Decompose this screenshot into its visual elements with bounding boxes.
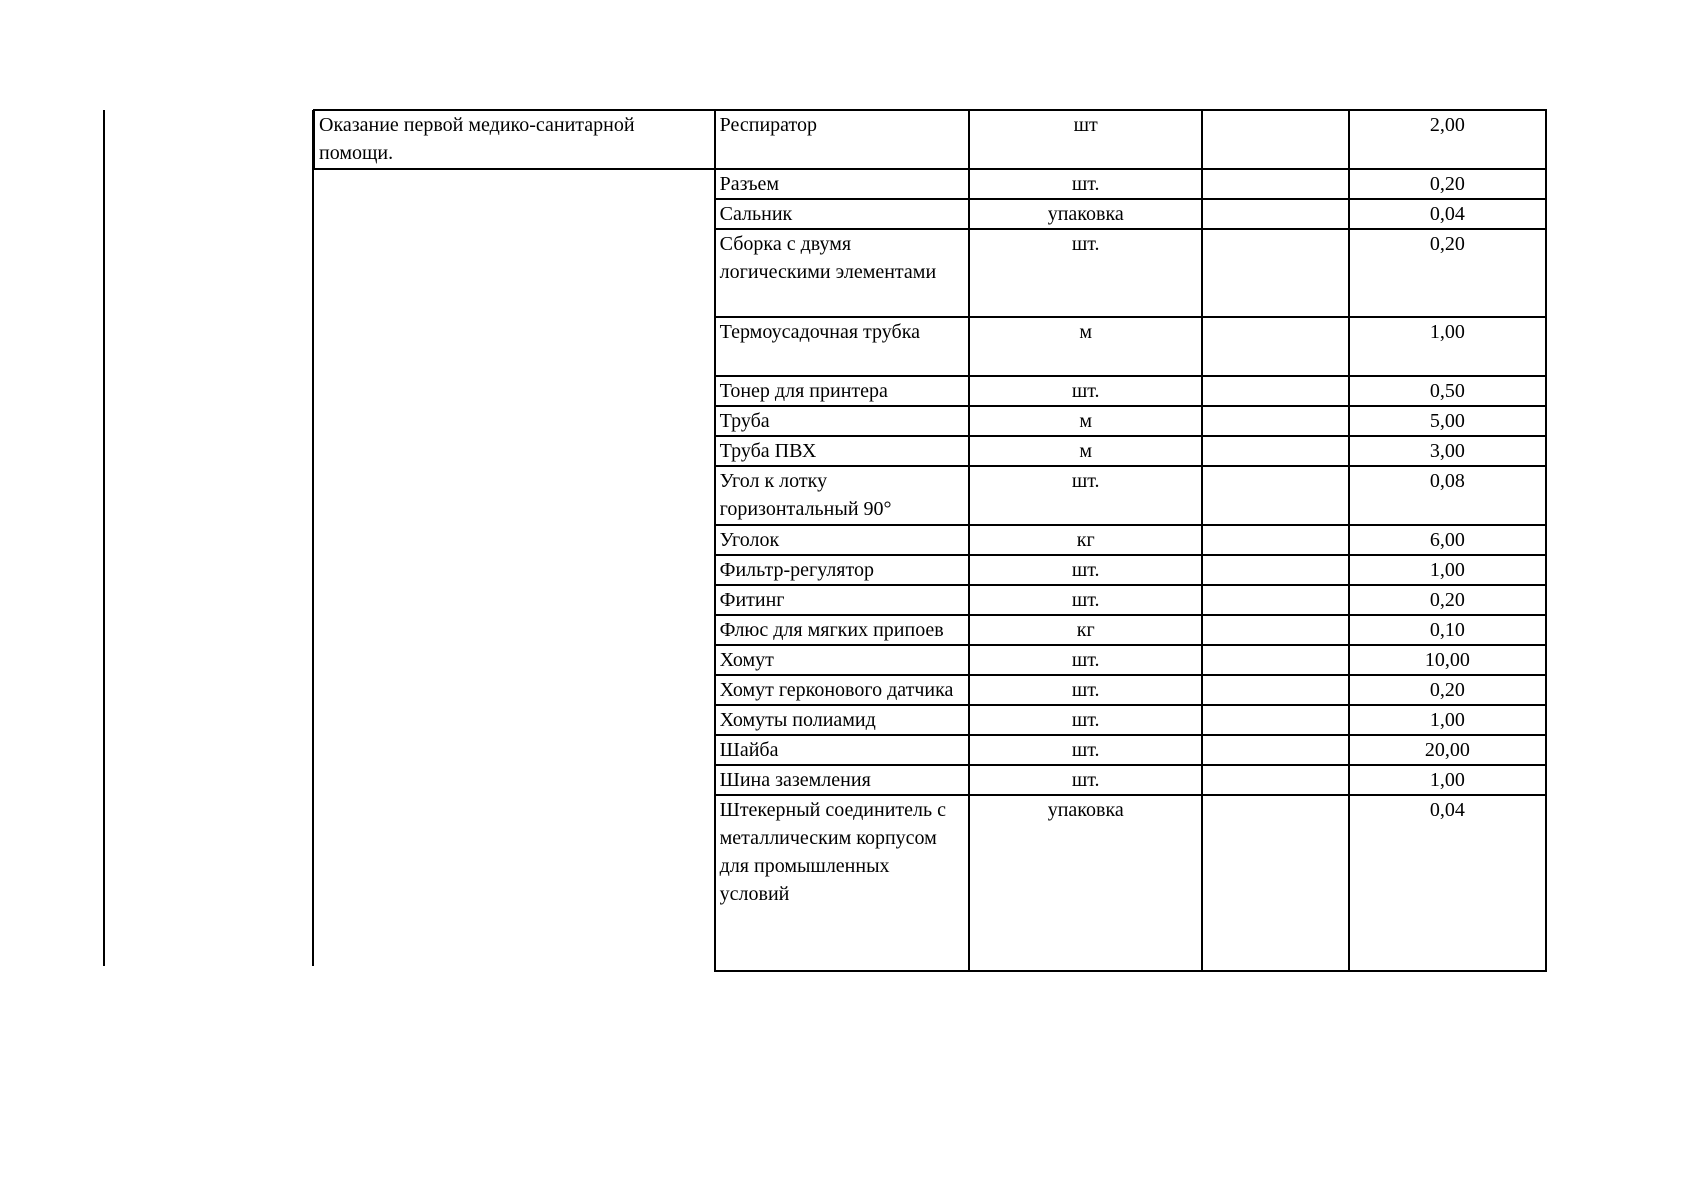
item-name-cell: Труба ПВХ (715, 436, 969, 466)
item-qty-cell: 0,20 (1349, 585, 1546, 615)
item-qty-cell: 1,00 (1349, 317, 1546, 376)
item-qty-cell: 3,00 (1349, 436, 1546, 466)
section-empty-cell (314, 169, 715, 971)
item-name-cell: Сборка с двумя логическими элементами (715, 229, 969, 317)
item-name-cell: Шайба (715, 735, 969, 765)
item-unit-cell: кг (969, 525, 1202, 555)
item-blank-cell (1202, 705, 1348, 735)
item-name-cell: Разъем (715, 169, 969, 199)
item-blank-cell (1202, 466, 1348, 525)
item-name-cell: Хомут (715, 645, 969, 675)
item-qty-cell: 20,00 (1349, 735, 1546, 765)
item-unit-cell: шт. (969, 229, 1202, 317)
item-qty-cell: 0,04 (1349, 795, 1546, 971)
item-qty-cell: 0,20 (1349, 169, 1546, 199)
item-qty-cell: 5,00 (1349, 406, 1546, 436)
item-blank-cell (1202, 555, 1348, 585)
item-blank-cell (1202, 199, 1348, 229)
item-unit-cell: шт. (969, 765, 1202, 795)
materials-table-body (314, 110, 1546, 971)
table-row (314, 169, 1546, 199)
item-qty-cell: 1,00 (1349, 705, 1546, 735)
item-qty-cell: 1,00 (1349, 555, 1546, 585)
item-unit-cell: упаковка (969, 199, 1202, 229)
item-unit-cell: шт. (969, 645, 1202, 675)
item-blank-cell (1202, 406, 1348, 436)
table-row (314, 110, 1546, 169)
item-unit-cell: шт (969, 110, 1202, 169)
left-border-line (103, 110, 105, 966)
item-blank-cell (1202, 615, 1348, 645)
item-blank-cell (1202, 675, 1348, 705)
item-blank-cell (1202, 436, 1348, 466)
item-unit-cell: шт. (969, 466, 1202, 525)
item-qty-cell: 2,00 (1349, 110, 1546, 169)
item-unit-cell: шт. (969, 376, 1202, 406)
item-name-cell: Фитинг (715, 585, 969, 615)
item-unit-cell: шт. (969, 169, 1202, 199)
item-name-cell: Угол к лотку горизонтальный 90° (715, 466, 969, 525)
item-name-cell: Термоусадочная трубка (715, 317, 969, 376)
item-qty-cell: 0,20 (1349, 229, 1546, 317)
item-name-cell: Штекерный соединитель с металлическим корпусом для промышленных условий (715, 795, 969, 971)
item-qty-cell: 0,04 (1349, 199, 1546, 229)
item-qty-cell: 6,00 (1349, 525, 1546, 555)
item-blank-cell (1202, 169, 1348, 199)
item-blank-cell (1202, 645, 1348, 675)
item-name-cell: Фильтр-регулятор (715, 555, 969, 585)
item-blank-cell (1202, 765, 1348, 795)
item-qty-cell: 0,10 (1349, 615, 1546, 645)
materials-table (313, 109, 1547, 972)
item-blank-cell (1202, 317, 1348, 376)
item-unit-cell: шт. (969, 675, 1202, 705)
item-blank-cell (1202, 229, 1348, 317)
item-blank-cell (1202, 585, 1348, 615)
item-name-cell: Труба (715, 406, 969, 436)
section-title-cell: Оказание первой медико-санитарной помощи. (314, 110, 715, 169)
item-unit-cell: м (969, 436, 1202, 466)
item-name-cell: Уголок (715, 525, 969, 555)
item-name-cell: Респиратор (715, 110, 969, 169)
item-unit-cell: шт. (969, 555, 1202, 585)
item-qty-cell: 0,08 (1349, 466, 1546, 525)
item-blank-cell (1202, 110, 1348, 169)
item-name-cell: Флюс для мягких припоев (715, 615, 969, 645)
item-blank-cell (1202, 795, 1348, 971)
item-name-cell: Хомут герконового датчика (715, 675, 969, 705)
item-qty-cell: 10,00 (1349, 645, 1546, 675)
item-blank-cell (1202, 376, 1348, 406)
item-unit-cell: шт. (969, 705, 1202, 735)
item-unit-cell: м (969, 406, 1202, 436)
item-unit-cell: м (969, 317, 1202, 376)
item-name-cell: Сальник (715, 199, 969, 229)
item-qty-cell: 0,20 (1349, 675, 1546, 705)
item-qty-cell: 0,50 (1349, 376, 1546, 406)
item-name-cell: Тонер для принтера (715, 376, 969, 406)
item-qty-cell: 1,00 (1349, 765, 1546, 795)
item-blank-cell (1202, 525, 1348, 555)
item-unit-cell: кг (969, 615, 1202, 645)
item-name-cell: Хомуты полиамид (715, 705, 969, 735)
item-unit-cell: упаковка (969, 795, 1202, 971)
item-blank-cell (1202, 735, 1348, 765)
item-unit-cell: шт. (969, 585, 1202, 615)
item-name-cell: Шина заземления (715, 765, 969, 795)
item-unit-cell: шт. (969, 735, 1202, 765)
